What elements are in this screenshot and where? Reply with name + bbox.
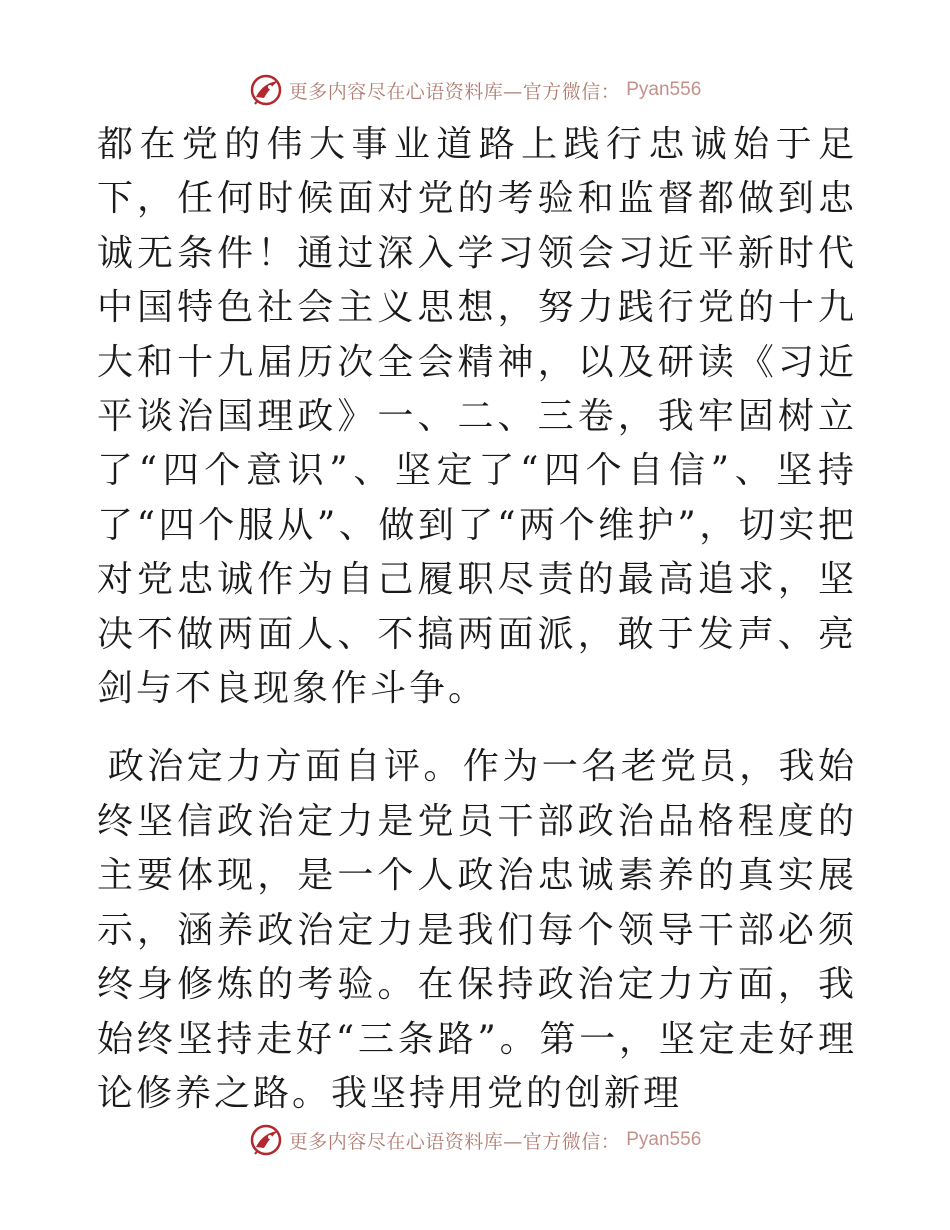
header-banner: [0, 70, 950, 110]
footer-banner-text: 更多内容尽在心语资料库—官方微信：: [288, 1130, 621, 1153]
pen-nib-logo-icon: [249, 1123, 283, 1157]
body-paragraph-2: 政治定力方面自评。作为一名老党员，我始终坚信政治定力是党员干部政治品格程度的主要体现，是一个人政治忠诚素养的真实展示，涵养政治定力是我们每个领导干部必须终身修炼的考验。在保持政治定力方面，我始终坚持走好“三条路”。第一，坚定走好理论修养之路。我坚持用党的创新理: [97, 746, 857, 1114]
body-paragraph-1: 都在党的伟大事业道路上践行忠诚始于足下，任何时候面对党的考验和监督都做到忠诚无条件！通过深入学习领会习近平新时代中国特色社会主义思想，努力践行党的十九大和十九届历次全会精神，以及研读《习近平谈治国理政》一、二、三卷，我牢固树立了“四个意识”、坚定了“四个自信”、坚持了“四个服从”、做到了“两个维护”，切实把对党忠诚作为自己履职尽责的最高追求，坚决不做两面人、不搞两面派，敢于发声、亮剑与不良现象作斗争。: [97, 124, 857, 710]
document-body: [97, 118, 857, 1121]
pen-nib-logo-icon: [249, 73, 283, 107]
header-banner-text: 更多内容尽在心语资料库—官方微信：: [288, 80, 621, 103]
footer-banner: [0, 1120, 950, 1160]
footer-banner-wechat-id: Pyan556: [626, 1129, 702, 1150]
header-banner-wechat-id: Pyan556: [626, 79, 702, 100]
